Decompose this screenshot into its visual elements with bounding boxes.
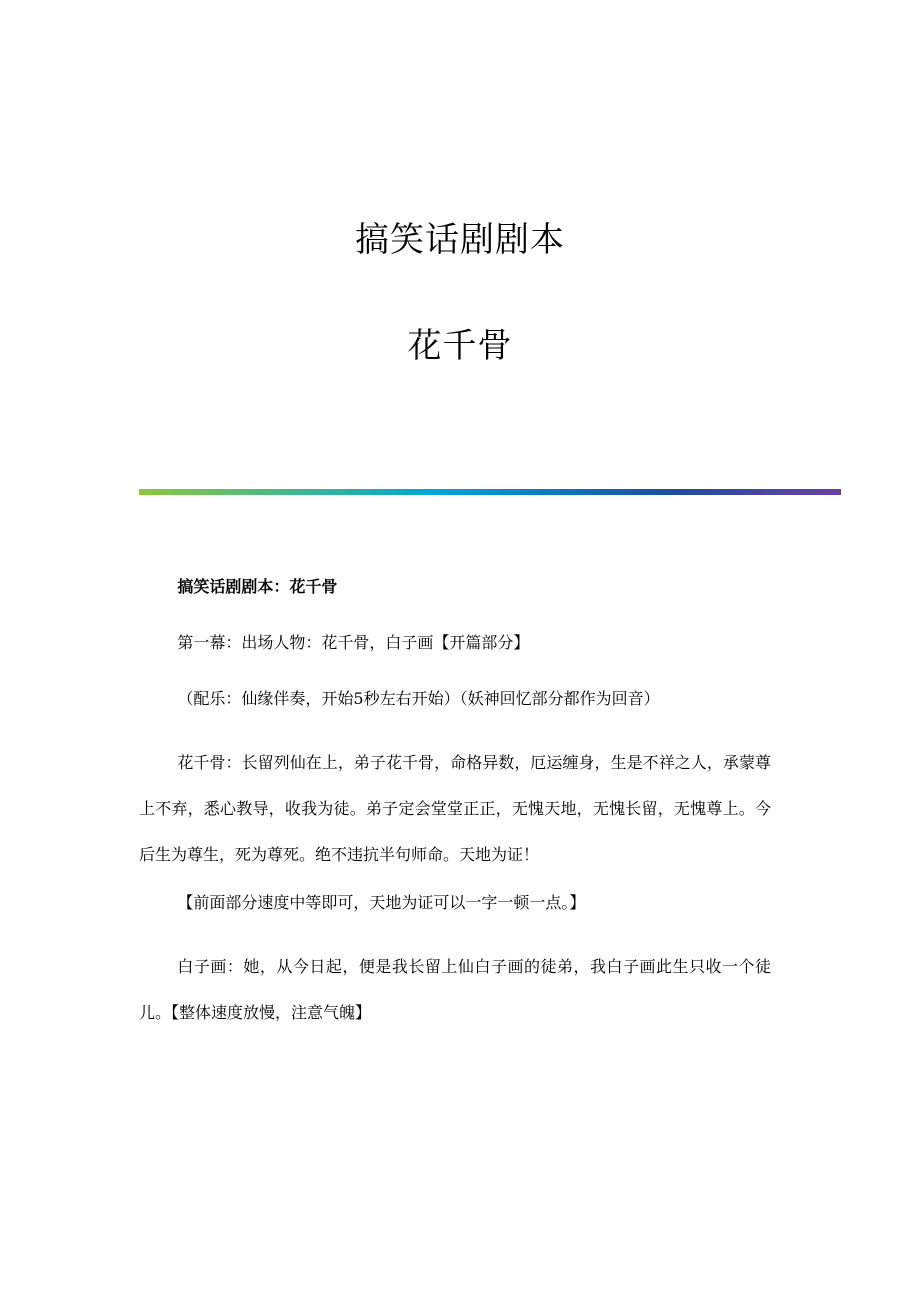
direction-note: 【前面部分速度中等即可，天地为证可以一字一顿一点。】 bbox=[177, 893, 586, 912]
scene-intro: 第一幕：出场人物：花千骨，白子画【开篇部分】 bbox=[177, 633, 530, 652]
gradient-divider bbox=[139, 489, 841, 495]
music-note: （配乐：仙缘伴奏，开始5秒左右开始）（妖神回忆部分都作为回音） bbox=[177, 689, 660, 708]
dialogue-bai-zihua: 白子画：她，从今日起，便是我长留上仙白子画的徒弟，我白子画此生只收一个徒儿。【整体速度放慢，注意气魄】 bbox=[139, 957, 771, 1022]
document-subtitle: 花千骨 bbox=[407, 326, 513, 366]
dialogue-hua-qiangu: 花千骨：长留列仙在上，弟子花千骨，命格异数，厄运缠身，生是不祥之人，承蒙尊上不弃，悉心教导，收我为徒。弟子定会堂堂正正，无愧天地，无愧长留，无愧尊上。今后生为尊生，死为尊死。绝不违抗半句师命。天地为证！ bbox=[139, 753, 771, 864]
document-title: 搞笑话剧剧本 bbox=[355, 220, 565, 260]
script-heading: 搞笑话剧剧本：花千骨 bbox=[177, 577, 338, 596]
script-body bbox=[139, 572, 771, 1046]
